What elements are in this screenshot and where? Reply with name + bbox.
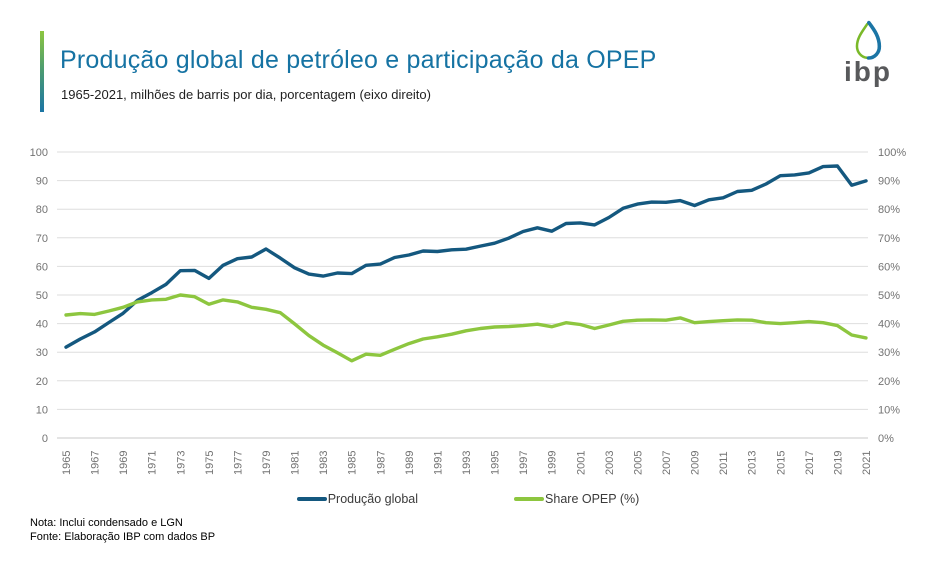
svg-text:30: 30 xyxy=(35,347,48,360)
svg-text:20: 20 xyxy=(35,375,48,388)
svg-text:100: 100 xyxy=(29,147,48,159)
svg-text:20%: 20% xyxy=(878,375,901,388)
svg-text:10: 10 xyxy=(35,404,48,417)
svg-text:2005: 2005 xyxy=(632,450,645,475)
svg-text:70%: 70% xyxy=(878,232,901,245)
svg-text:1979: 1979 xyxy=(261,450,273,475)
svg-text:1975: 1975 xyxy=(203,450,216,475)
svg-text:2021: 2021 xyxy=(861,450,873,475)
svg-text:2013: 2013 xyxy=(746,450,759,475)
svg-text:30%: 30% xyxy=(878,347,901,360)
series-line-opec-share xyxy=(66,295,866,361)
svg-text:2015: 2015 xyxy=(775,450,788,475)
svg-text:1965: 1965 xyxy=(61,450,73,475)
svg-text:1983: 1983 xyxy=(318,450,331,475)
y-axis-left-labels xyxy=(30,147,48,445)
ibp-logo xyxy=(826,20,910,102)
svg-text:2001: 2001 xyxy=(575,450,588,475)
svg-text:1971: 1971 xyxy=(146,450,159,475)
accent-bar xyxy=(40,31,44,112)
legend-label-production: Produção global xyxy=(327,492,419,506)
page-title: Produção global de petróleo e participação da OPEP xyxy=(60,46,657,74)
y-axis-right-labels xyxy=(878,147,906,445)
svg-text:1981: 1981 xyxy=(289,450,302,475)
svg-text:40%: 40% xyxy=(878,318,901,331)
svg-text:50: 50 xyxy=(35,290,48,302)
legend-item-production xyxy=(297,492,418,506)
svg-text:60: 60 xyxy=(35,261,48,274)
svg-text:90: 90 xyxy=(35,175,48,188)
logo-text: ibp xyxy=(844,56,892,87)
svg-text:2019: 2019 xyxy=(832,450,845,475)
x-axis-labels xyxy=(61,451,873,475)
svg-text:1985: 1985 xyxy=(346,450,359,475)
svg-text:1997: 1997 xyxy=(518,450,531,475)
svg-text:50%: 50% xyxy=(878,290,901,302)
legend-label-share: Share OPEP (%) xyxy=(545,492,640,506)
svg-text:100%: 100% xyxy=(878,147,907,159)
svg-text:80%: 80% xyxy=(878,204,901,217)
svg-text:60%: 60% xyxy=(878,261,901,274)
svg-text:2011: 2011 xyxy=(718,451,731,475)
svg-text:1991: 1991 xyxy=(432,450,445,475)
svg-text:2009: 2009 xyxy=(689,450,702,475)
svg-text:1999: 1999 xyxy=(546,450,559,475)
svg-text:2007: 2007 xyxy=(661,450,673,475)
svg-text:1967: 1967 xyxy=(89,450,102,475)
legend-swatch-share xyxy=(514,497,544,501)
svg-text:1989: 1989 xyxy=(403,450,416,475)
svg-text:40: 40 xyxy=(35,318,48,331)
source-line: Fonte: Elaboração IBP com dados BP xyxy=(30,530,216,543)
chart-legend xyxy=(0,492,936,506)
svg-text:2017: 2017 xyxy=(803,450,816,475)
svg-text:0%: 0% xyxy=(878,433,894,445)
svg-text:80: 80 xyxy=(35,204,48,217)
svg-text:1993: 1993 xyxy=(461,450,473,475)
svg-text:1973: 1973 xyxy=(175,450,188,475)
svg-text:90%: 90% xyxy=(878,175,901,188)
svg-text:0: 0 xyxy=(41,433,48,445)
page-subtitle: 1965-2021, milhões de barris por dia, porcentagem (eixo direito) xyxy=(61,87,431,102)
svg-text:10%: 10% xyxy=(878,404,901,417)
footnotes xyxy=(30,517,215,544)
svg-text:1995: 1995 xyxy=(489,450,502,475)
svg-text:1977: 1977 xyxy=(232,450,245,475)
note-line: Nota: Inclui condensado e LGN xyxy=(30,517,183,529)
legend-swatch-production xyxy=(297,497,327,501)
svg-text:1987: 1987 xyxy=(375,450,388,475)
svg-text:2003: 2003 xyxy=(603,450,616,475)
legend-item-share xyxy=(514,492,639,506)
svg-text:1969: 1969 xyxy=(118,450,131,475)
svg-text:70: 70 xyxy=(35,232,48,245)
line-chart xyxy=(0,140,936,490)
